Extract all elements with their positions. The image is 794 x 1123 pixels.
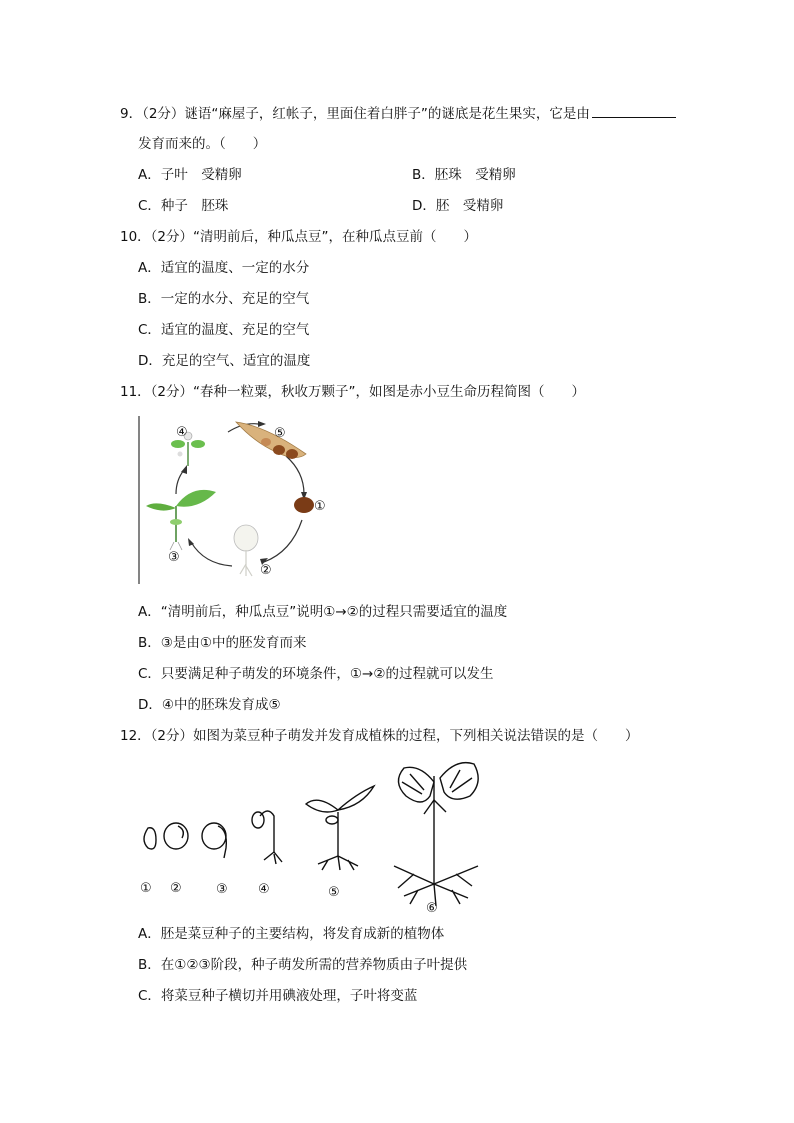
q12-option-c: C．将菜豆种子横切并用碘液处理，子叶将变蓝 [138, 988, 418, 1004]
q12-label-3: ③ [216, 882, 228, 897]
q10-stem: 10．（2分）“清明前后，种瓜点豆”，在种瓜点豆前（ ） [120, 229, 478, 245]
q11-option-a: A．“清明前后，种瓜点豆”说明①→②的过程只需要适宜的温度 [138, 604, 508, 620]
q9-option-a: A．子叶 受精卵 [138, 167, 242, 183]
q11-life-cycle-svg [136, 414, 336, 586]
q9-stem-line1 [120, 103, 676, 124]
stage4-hook-drawing [252, 811, 282, 864]
q11-life-cycle-figure [136, 414, 336, 586]
stage5-seedling-drawing [306, 786, 374, 870]
q9-option-d: D．胚 受精卵 [412, 198, 504, 214]
stage6-mature-plant-drawing [394, 763, 478, 906]
q11-label-4: ④ [176, 425, 188, 440]
stage2-germinating-seed [234, 525, 258, 576]
q10-option-c: C．适宜的温度、充足的空气 [138, 322, 310, 338]
q12-label-4: ④ [258, 882, 270, 897]
q12-germination-svg [134, 756, 504, 916]
q12-stem: 12．（2分）如图为菜豆种子萌发并发育成植株的过程，下列相关说法错误的是（ ） [120, 728, 639, 744]
q11-option-c: C．只要满足种子萌发的环境条件，①→②的过程就可以发生 [138, 666, 494, 682]
q11-label-3: ③ [168, 550, 180, 565]
stage5-bean-pod [236, 422, 306, 459]
q11-label-5: ⑤ [274, 426, 286, 441]
q12-option-a: A．胚是菜豆种子的主要结构，将发育成新的植物体 [138, 926, 445, 942]
q11-label-2: ② [260, 563, 272, 578]
q9-stem-text: 9．（2分）谜语“麻屋子，红帐子，里面住着白胖子”的谜底是花生果实，它是由 [120, 106, 590, 122]
q12-label-5: ⑤ [328, 885, 340, 900]
q12-option-b: B．在①②③阶段，种子萌发所需的营养物质由子叶提供 [138, 957, 468, 973]
q10-option-a: A．适宜的温度、一定的水分 [138, 260, 310, 276]
stage1-seed [294, 497, 314, 513]
q11-option-b: B．③是由①中的胚发育而来 [138, 635, 307, 651]
q12-label-2: ② [170, 881, 182, 896]
q12-bean-germination-figure [134, 756, 504, 916]
stage3-young-plant [146, 490, 216, 550]
q9-answer-blank [592, 103, 676, 118]
q12-label-6: ⑥ [426, 901, 438, 916]
q9-option-b: B．胚珠 受精卵 [412, 167, 516, 183]
q12-label-1: ① [140, 881, 152, 896]
q9-option-c: C．种子 胚珠 [138, 198, 229, 214]
stage3-seed-drawing [202, 823, 226, 858]
q11-stem: 11．（2分）“春种一粒粟，秋收万颗子”，如图是赤小豆生命历程简图（ ） [120, 384, 586, 400]
stage2-seed-drawing [164, 823, 188, 849]
q11-label-1: ① [314, 499, 326, 514]
q10-option-b: B．一定的水分、充足的空气 [138, 291, 310, 307]
q9-stem-line2: 发育而来的。（ ） [138, 136, 267, 152]
q10-option-d: D．充足的空气、适宜的温度 [138, 353, 311, 369]
stage1-seed-drawing [144, 828, 156, 849]
q11-option-d: D．④中的胚珠发育成⑤ [138, 697, 281, 713]
